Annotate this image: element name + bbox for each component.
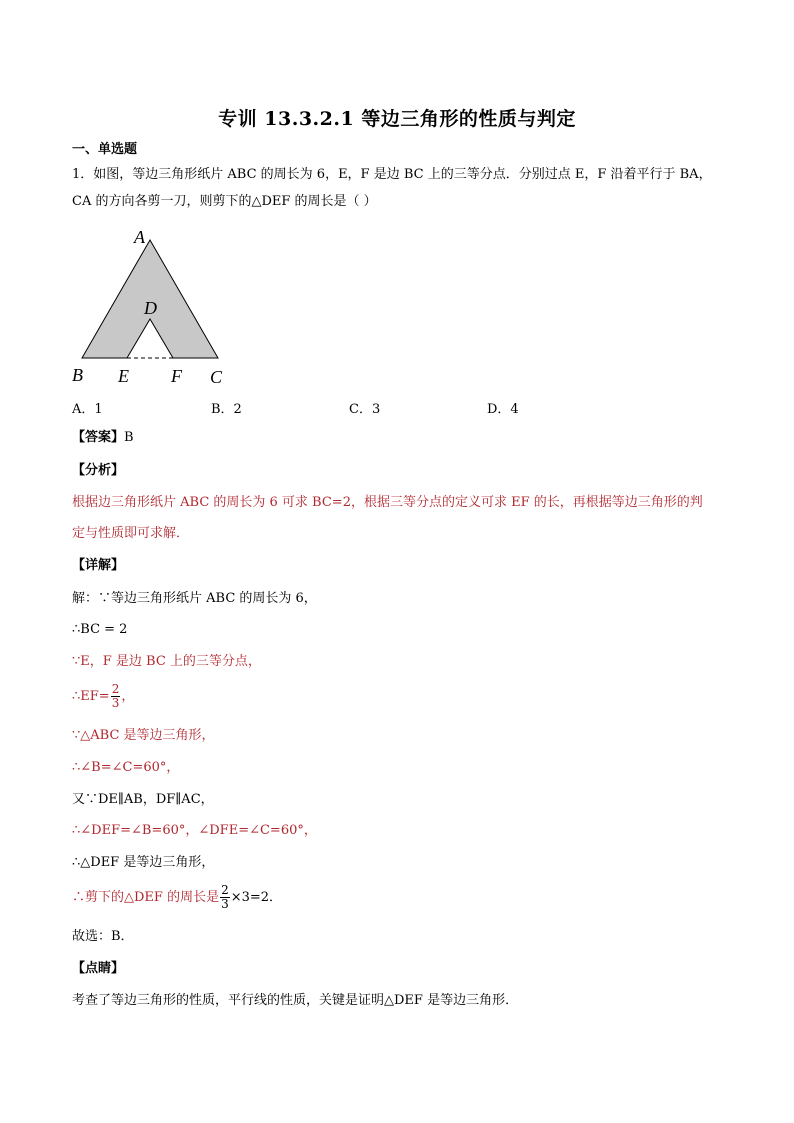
detail-line-9: ∴△DEF 是等边三角形， xyxy=(72,855,215,870)
label-f: F xyxy=(171,366,182,386)
detail-line-7: 又∵DE∥AB，DF∥AC， xyxy=(72,792,214,807)
label-c: C xyxy=(210,367,223,387)
detail-line-4 xyxy=(72,682,732,712)
triangle-figure xyxy=(68,226,238,388)
detail-line-8: ∴∠DEF=∠B=60°，∠DFE=∠C=60°， xyxy=(72,823,317,838)
analysis-label: 【分析】 xyxy=(72,463,125,478)
section-heading: 一、单选题 xyxy=(72,142,138,157)
detail-line-11: 故选：B． xyxy=(72,929,134,944)
detail-line-3: ∵E，F 是边 BC 上的三等分点， xyxy=(72,654,261,669)
page-title: 专训 13.3.2.1 等边三角形的性质与判定 xyxy=(218,108,576,130)
question-line-1: 1．如图，等边三角形纸片 ABC 的周长为 6，E，F 是边 BC 上的三等分点．分别过点 E，F 沿着平行于 BA， xyxy=(72,167,712,182)
ef-prefix: ∴EF= xyxy=(72,689,110,704)
fraction-perimeter xyxy=(220,884,230,911)
choice-c: C．3 xyxy=(349,402,381,417)
answer-line xyxy=(72,430,732,446)
detail-line-10 xyxy=(72,883,732,913)
choice-d: D．4 xyxy=(487,402,519,417)
fraction-numerator: 2 xyxy=(111,682,120,696)
comment-text: 考查了等边三角形的性质，平行线的性质，关键是证明△DEF 是等边三角形． xyxy=(72,993,519,1008)
ef-suffix: ， xyxy=(121,689,135,704)
analysis-line-2: 定与性质即可求解． xyxy=(72,526,190,541)
detail-line-5: ∵△ABC 是等边三角形， xyxy=(72,728,215,743)
label-a: A xyxy=(134,227,145,247)
answer-value: B xyxy=(124,430,134,445)
fraction-ef xyxy=(111,683,121,710)
choice-b: B．2 xyxy=(211,402,242,417)
comment-label: 【点睛】 xyxy=(72,961,125,976)
label-d: D xyxy=(144,298,157,318)
perimeter-suffix: ×3=2． xyxy=(230,890,283,905)
answer-label: 【答案】 xyxy=(72,430,125,445)
detail-line-1: 解：∵等边三角形纸片 ABC 的周长为 6， xyxy=(72,591,317,606)
detail-line-6: ∴∠B=∠C=60°， xyxy=(72,760,180,775)
perimeter-prefix: ∴剪下的△DEF 的周长是 xyxy=(72,890,220,905)
fraction-denominator: 3 xyxy=(221,897,229,911)
analysis-line-1: 根据边三角形纸片 ABC 的周长为 6 可求 BC=2，根据三等分点的定义可求 EF 的长，再根据等边三角形的判 xyxy=(72,495,703,510)
fraction-denominator: 3 xyxy=(111,696,120,710)
fraction-numerator: 2 xyxy=(221,883,229,897)
choice-a: A．1 xyxy=(72,402,103,417)
label-b: B xyxy=(72,365,83,385)
detail-label: 【详解】 xyxy=(72,558,125,573)
detail-line-2: ∴BC = 2 xyxy=(72,622,128,637)
question-line-2: CA 的方向各剪一刀，则剪下的△DEF 的周长是（ ） xyxy=(72,194,377,209)
label-e: E xyxy=(118,366,129,386)
